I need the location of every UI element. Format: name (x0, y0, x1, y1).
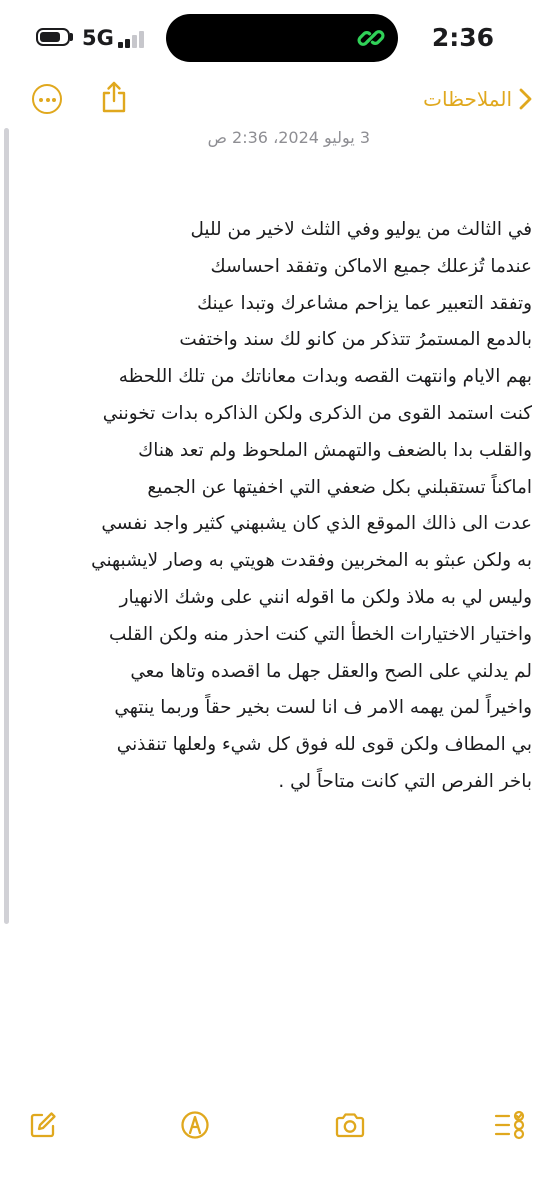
pen-tip-circle-icon[interactable] (180, 1110, 210, 1140)
back-label: الملاحظات (423, 87, 512, 111)
note-line: عندما تُزعلك جميع الاماكن وتفقد احساسك (210, 255, 532, 277)
camera-icon[interactable] (333, 1110, 367, 1140)
note-line: به ولكن عبثو به المخربين وفقدت هويتي به وصار لايشبهني (91, 550, 532, 572)
note-line: في الثالث من يوليو وفي الثلث لاخير من لليل (190, 219, 532, 240)
note-line: وليس لي به ملاذ ولكن ما اقوله انني على وشك الانهيار (119, 586, 532, 608)
note-line: واختيار الاختيارات الخطأ التي كنت احذر منه ولكن القلب (109, 623, 532, 645)
battery-nub (70, 33, 73, 41)
scroll-indicator[interactable] (4, 128, 9, 924)
note-line: باخر الفرص التي كانت متاحاً لي . (278, 770, 532, 792)
dynamic-island (166, 14, 398, 62)
chevron-right-icon (518, 87, 534, 111)
bottom-toolbar (0, 1104, 554, 1154)
note-line: لم يدلني على الصح والعقل جهل ما اقصده وتاها معي (130, 660, 532, 682)
status-time: 2:36 (431, 23, 494, 52)
ellipsis-circle-icon (39, 98, 43, 102)
note-line: عدت الى ذالك الموقع الذي كان يشبهني كثير واجد نفسي (101, 513, 532, 535)
battery-icon (36, 28, 70, 46)
note-body[interactable] (62, 212, 532, 801)
link-icon (356, 23, 386, 53)
signal-bars-icon (118, 30, 148, 48)
note-line: بهم الايام وانتهت القصه وبدات معاناتك من تلك اللحظه (118, 366, 532, 388)
status-bar (0, 0, 554, 78)
note-line: اماكناً تستقبلني بكل ضعفي التي اخفيتها عن الجميع (147, 476, 532, 498)
note-line: وتفقد التعبير عما يزاحم مشاعرك وتبدا عينك (197, 292, 532, 314)
note-line: كنت استمد القوى من الذكرى ولكن الذاكره بدات تخونني (102, 402, 532, 424)
note-line: واخيراً لمن يهمه الامر ف انا لست بخير حقاً وربما ينتهي (114, 697, 532, 719)
back-button[interactable] (423, 84, 534, 114)
checklist-icon[interactable] (494, 1110, 526, 1140)
note-date: 3 يوليو 2024، 2:36 ص (207, 128, 370, 147)
more-options-button[interactable] (32, 84, 62, 114)
compose-icon[interactable] (28, 1110, 58, 1140)
note-line: بالدمع المستمرُ تتذكر من كانو لك سند واختفت (179, 329, 532, 351)
network-label: 5G (82, 26, 114, 50)
note-line: والقلب بدا بالضعف والتهمش الملحوظ ولم تعد هناك (138, 439, 532, 461)
share-icon[interactable] (99, 80, 129, 114)
note-line: بي المطاف ولكن قوى لله فوق كل شيء ولعلها تنقذني (116, 734, 532, 756)
nav-bar (0, 76, 554, 124)
